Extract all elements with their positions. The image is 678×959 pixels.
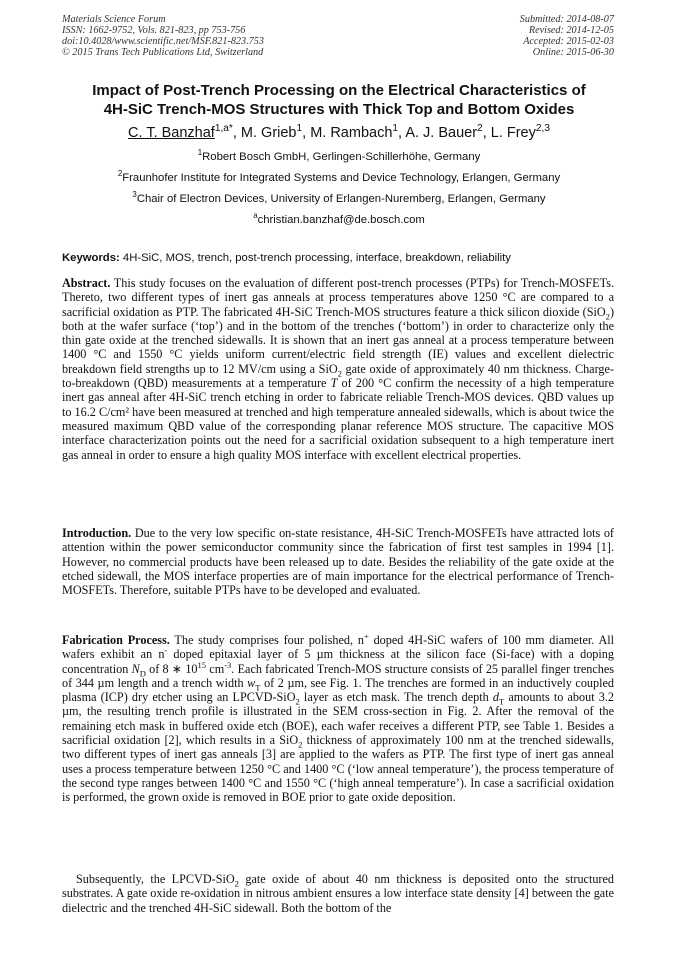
fab-text-1: The study comprises four polished, n (174, 633, 364, 647)
abstract-text-4: of 200 °C confirm the necessity of a high temperature inert gas anneal after 4H-SiC trench etching in order to fabricate reliable Trench-MOS devices. QBD values up to 16.2 C/cm² have been measured at trenched and high temperature annealed sidewalls, which is about twice the measured maximum QBD value of the corresponding planar reference MOS structure. The capacitive MOS interface characterization points out the need for a sacrificial oxidation subsequent to a high temperature inert gas anneal in order to ensure a high quality MOS interface with excellent electrical properties. (62, 376, 614, 462)
affiliation-2-text: Fraunhofer Institute for Integrated Systems and Device Technology, Erlangen, Germany (122, 172, 561, 184)
abstract-sub-2: 2 (337, 368, 342, 379)
abstract (62, 276, 614, 462)
journal-info (62, 14, 264, 58)
affiliation-2-marker: 2 (117, 169, 123, 179)
fab-sup-3: 15 (197, 659, 207, 670)
fab-text-6: . Each fabricated Trench-MOS structure consists of 25 parallel finger trenches of 344 µm length and a trench width (62, 661, 614, 690)
subsequent-paragraph (62, 872, 614, 915)
fab-text-8: layer as etch mask. The trench depth (299, 690, 493, 705)
subsequent-text-2: gate oxide of about 40 nm thickness is deposited onto the structured substrates. A gate oxide re-oxidation in nitrous ambient ensures a low interface state density [4] between the gate dielectric and the trenched 4H-SiC sidewall. Both the bottom of the (62, 872, 614, 915)
affiliation-1 (40, 150, 638, 164)
affiliation-3 (40, 192, 638, 206)
journal-copyright: © 2015 Trans Tech Publications Ltd, Switzerland (62, 47, 264, 58)
keywords-label: Keywords: (62, 252, 120, 264)
fab-sup-1: + (363, 630, 369, 641)
fabrication-label: Fabrication Process. (62, 633, 170, 647)
introduction-label: Introduction. (62, 526, 132, 540)
abstract-label: Abstract. (62, 276, 111, 290)
fab-wt-sub: T (255, 682, 261, 693)
author-3-affil: 1 (392, 123, 399, 135)
fab-text-10: thickness of approximately 100 nm at the trenched sidewalls, two different types of inert gas anneals [3] are applied to the wafers as PTP. The first type of inert gas anneal uses a process temperature between 1250 °C and 1400 °C (‘low anneal temperature’), the process temperature of the second type ranges between 1400 °C and 1550 °C (‘high anneal temperature’). In case a sacrificial oxidation is performed, the grown oxide is removed in BOE prior to gate oxide deposition. (62, 733, 614, 805)
introduction (62, 526, 614, 597)
affiliation-1-marker: 1 (197, 148, 203, 158)
fab-sub-6: 2 (298, 739, 303, 750)
fab-sup-2: - (164, 645, 168, 656)
affiliation-1-text: Robert Bosch GmbH, Gerlingen-Schillerhöhe, Germany (202, 151, 481, 163)
fabrication-process (62, 630, 615, 805)
journal-issn: ISSN: 1662-9752, Vols. 821-823, pp 753-756 (62, 25, 246, 36)
abstract-text-1: This study focuses on the evaluation of different post-trench processes (PTPs) for Trench-MOSFETs. Thereto, two different types of inert gas anneals at process temperatures above 1250 °C are compared to a sacrificial oxidation as PTP. The fabricated 4H-SiC Trench-MOS structures feature a thick silicon dioxide (SiO (62, 276, 614, 319)
fab-text-3: doped epitaxial layer of 5 µm thickness at the silicon face (Si-face) with a doping concentration (62, 647, 614, 676)
fab-text-5: cm (206, 661, 225, 676)
fab-dt: d (492, 690, 500, 705)
date-revised: Revised: 2014-12-05 (528, 25, 614, 36)
affiliation-2 (40, 171, 638, 185)
title-line-2: 4H-SiC Trench-MOS Structures with Thick Top and Bottom Oxides (103, 100, 575, 118)
author-5: L. Frey (490, 125, 536, 141)
author-5-affil: 2,3 (535, 123, 550, 135)
author-1: C. T. Banzhaf (128, 125, 215, 141)
author-1-affil: 1,a* (214, 123, 233, 135)
abstract-text-2: ) both at the wafer surface (‘top’) and in the bottom of the trenches (‘bottom’) in order to characterize only the thin gate oxide at the trenched sidewalls. It is shown that an inert gas anneal at a process temperature between 1400 °C and 1550 °C yields uniform current/electric field strength (IE) values and excellent dielectric breakdown field strengths up to 12 MV/cm using a SiO (62, 304, 614, 376)
affiliation-3-marker: 3 (132, 190, 137, 200)
author-3: M. Rambach (310, 125, 393, 141)
fab-wt: w (247, 675, 256, 690)
fab-dt-sub: T (499, 696, 505, 707)
keywords-text: 4H-SiC, MOS, trench, post-trench processing, interface, breakdown, reliability (122, 252, 511, 264)
paper-title (40, 82, 638, 119)
fab-nd: N (131, 661, 140, 676)
keywords (62, 251, 622, 265)
subsequent-text-1: Subsequently, the LPCVD-SiO (76, 872, 235, 886)
author-2-affil: 1 (296, 123, 303, 135)
abstract-italic-t: T (330, 376, 338, 391)
fab-text-4: of 8 ∗ 10 (145, 661, 198, 676)
author-4-affil: 2 (477, 123, 483, 135)
fab-nd-sub: D (139, 668, 146, 679)
email-text: christian.banzhaf@de.bosch.com (257, 214, 425, 226)
date-submitted: Submitted: 2014-08-07 (519, 14, 614, 25)
author-2: M. Grieb (240, 125, 297, 141)
submission-dates (520, 14, 614, 58)
email-marker: a (253, 211, 258, 221)
affiliation-3-text: Chair of Electron Devices, University of Erlangen-Nuremberg, Erlangen, Germany (136, 193, 546, 205)
date-online: Online: 2015-06-30 (532, 47, 614, 58)
journal-doi: doi:10.4028/www.scientific.net/MSF.821-823.753 (62, 36, 264, 47)
abstract-sub-1: 2 (605, 311, 610, 322)
author-4: A. J. Bauer (405, 125, 478, 141)
fab-text-2: doped 4H-SiC wafers of 100 mm diameter. All wafers exhibit an n (62, 633, 615, 662)
corresponding-email (40, 213, 638, 227)
subsequent-sub-1: 2 (234, 878, 239, 889)
date-accepted: Accepted: 2015-02-03 (523, 36, 614, 47)
journal-name: Materials Science Forum (62, 14, 166, 25)
introduction-text: Due to the very low specific on-state resistance, 4H-SiC Trench-MOSFETs have attracted lots of attention within the power semiconductor community since the fabrication of first test samples in 1994 [1]. However, no commercial products have been released up to date. Besides the reliability of the gate oxide at the etched sidewall, the MOS interface properties are of main importance for the electrical performance of Trench-MOSFETs. Therefore, suitable PTPs have to be developed and evaluated. (62, 526, 614, 598)
fab-sup-4: -3 (224, 659, 232, 670)
abstract-text-3: gate oxide of approximately 40 nm thickness. Charge-to-breakdown (QBD) measurements at a temperature (62, 361, 614, 391)
author-list: C. T. Banzhaf$^{1,a*}$, M. Grieb$^1$, M. Rambach$^1$, A. J. Bauer$^2$, L. Frey$^{2,3}$ (128, 123, 550, 141)
title-line-1: Impact of Post-Trench Processing on the Electrical Characteristics of (92, 82, 586, 99)
fab-sub-5: 2 (295, 696, 300, 707)
fab-text-9: amounts to about 3.2 µm, the resulting trench profile is illustrated in the SEM cross-section in Fig. 2. After the removal of the remaining etch mask in buffered oxide etch (BOE), each wafer receives a different PTP, see Table 1. Besides a sacrificial oxidation [2], which results in a SiO (62, 690, 614, 748)
fab-text-7: of 2 µm, see Fig. 1. The trenches are formed in an inductively coupled plasma (ICP) dry etcher using an LPCVD-SiO (62, 675, 614, 705)
